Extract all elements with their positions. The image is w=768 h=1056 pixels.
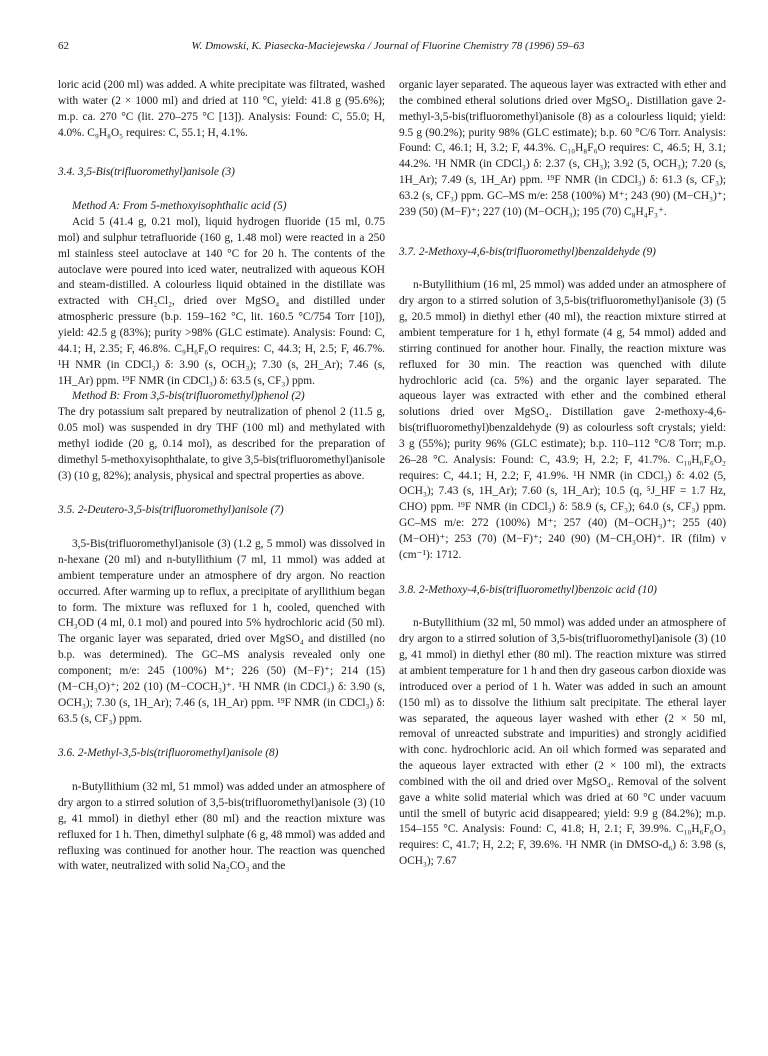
paragraph-3-6-continued: organic layer separated. The aqueous layer was extracted with ether and the combined etheral solutions dried over MgSO₄. Distillation gave 2-methyl-3,5-bis(trifluoromethyl)anisole (8) as a colourless liquid; yield: 9.5 g (90.2%); purity 98% (GLC estimate); b.p. 60 °C/6 Torr. Analysis: Found: C, 46.1; H, 3.2; F, 44.3%. C₁₀H₈F₆O requires: C, 46.5; H, 3.1; 44.2%. ¹H NMR (in CDCl₃) δ: 2.37 (s, CH₃); 3.92 (5, OCH₃); 7.20 (s, 1H_Ar); 7.49 (s, 1H_Ar) ppm. ¹⁹F NMR (in CDCl₃) δ: 61.3 (s, CF₃); 63.2 (s, CF₃) ppm. GC–MS m/e: 258 (100%) M⁺; 243 (90) (M−CH₃)⁺; 239 (50) (M−F)⁺; 227 (10) (M−OCH₃); 195 (70) C₈H₄F₃⁺. (399, 79, 726, 218)
section-heading-3-5: 3.5. 2-Deutero-3,5-bis(trifluoromethyl)anisole (7) (58, 504, 284, 517)
left-column (58, 78, 385, 875)
paragraph-acid-continued: loric acid (200 ml) was added. A white precipitate was filtrated, washed with water (2 × 1000 ml) and dried at 110 °C, yield: 41.8 g (95.6%); m.p. ca. 270 °C (lit. 270–275 °C [13]). Analysis: Found: C, 55.0; H, 4.0%. C₉H₈O₅ requires: C, 55.1; H, 4.1%. (58, 79, 385, 139)
method-b-paragraph: The dry potassium salt prepared by neutralization of phenol 2 (11.5 g, 0.05 mol) was suspended in dry THF (100 ml) and methylated with methyl iodide (20 g, 0.14 mol), as described for the preparation of dimethyl 5-methoxyisophthalate, to give 3,5-bis(trifluoromethyl)anisole (3) (10 g, 82%); analysis, physical and spectral properties as above. (58, 406, 386, 482)
page-header (58, 40, 718, 58)
method-b-title: Method B: From 3,5-bis(trifluoromethyl)phenol (2) (72, 390, 305, 403)
paragraph-3-6: n-Butyllithium (32 ml, 51 mmol) was added under an atmosphere of dry argon to a stirred solution of 3,5-bis(trifluoromethyl)anisole (3) (10 g, 41 mmol) in diethyl ether (80 ml) and the reaction mixture was refluxed for 1 h. Then, dimethyl sulphate (6 g, 48 mmol) was added and refluxing was continued for another hour. The reaction was quenched with water, neutralized with solid Na₂CO₃ and the (58, 781, 385, 873)
page-number: 62 (58, 40, 69, 52)
section-heading-3-8: 3.8. 2-Methoxy-4,6-bis(trifluoromethyl)benzoic acid (10) (399, 583, 657, 596)
running-title: W. Dmowski, K. Piasecka-Maciejewska / Journal of Fluorine Chemistry 78 (1996) 59–63 (191, 40, 585, 52)
section-heading-3-6: 3.6. 2-Methyl-3,5-bis(trifluoromethyl)anisole (8) (58, 747, 279, 760)
method-a-title: Method A: From 5-methoxyisophthalic acid (5) (72, 200, 287, 213)
right-column (399, 78, 726, 870)
section-heading-3-7: 3.7. 2-Methoxy-4,6-bis(trifluoromethyl)benzaldehyde (9) (399, 245, 656, 258)
paragraph-3-5: 3,5-Bis(trifluoromethyl)anisole (3) (1.2 g, 5 mmol) was dissolved in n-hexane (20 ml) and n-butyllithium (7 ml, 11 mmol) was added at ambient temperature under an atmosphere of dry argon. No reaction occurred. After warming up to reflux, a precipitate of aryllithium began to form. The mixture was refluxed for 1 h, cooled, quenched with CH₃OD (4 ml, 0.1 mol) and poured into 5% hydrochloric acid (50 ml). The organic layer was separated, dried over MgSO₄ and distilled (no b.p. was determined). The GC–MS analysis revealed only one component; m/e: 245 (100%) M⁺; 226 (50) (M−F)⁺; 214 (15) (M−CH₃O)⁺; 202 (10) (M−COCH₃)⁺. ¹H NMR (in CDCl₃) δ: 3.90 (s, OCH₃); 7.30 (s, 1H_Ar); 7.46 (s, 1H_Ar) ppm. ¹⁹F NMR (in CDCl₃) δ: 63.5 (s, CF₃) ppm. (58, 538, 385, 725)
method-a-paragraph: Acid 5 (41.4 g, 0.21 mol), liquid hydrogen fluoride (15 ml, 0.75 mol) and sulphur tetrafluoride (160 g, 1.48 mol) were reacted in a 250 ml stainless steel autoclave at 140 °C for 20 h. The contents of the autoclave were poured into iced water, neutralized with aqueous KOH and steam-distilled. A colourless liquid obtained in the distillate was extracted with CH₂Cl₂, dried over MgSO₄ and distilled under atmospheric pressure (b.p. 159–162 °C, lit. 160.5 °C/754 Torr [10]), yield: 42.5 g (83%); purity >98% (GLC estimate). Analysis: Found: C, 44.1; H, 2.35; F, 46.8%. C₉H₆F₆O requires: C, 44.3; H, 2.5; F, 46.7%. ¹H NMR (in CDCl₃) δ: 3.90 (s, OCH₃); 7.30 (s, 2H_Ar); 7.46 (s, 1H_Ar) ppm. ¹⁹F NMR (in CDCl₃) δ: 63.5 (s, CF₃) ppm. (58, 216, 385, 387)
paragraph-3-7: n-Butyllithium (16 ml, 25 mmol) was added under an atmosphere of dry argon to a stirred solution of 3,5-bis(trifluoromethyl)anisole (3) (5 g, 20.5 mmol) in diethyl ether (40 ml), the reaction mixture stirred at ambient temperature for 1 h, ethyl formate (4 g, 54 mmol) added and stirring continued for another hour. Finally, the reaction mixture was refluxed for 30 min. The reaction was quenched with dilute hydrochloric acid (ca. 5%) and the organic layer separated. The aqueous layer was extracted with ether and the combined etheral solutions dried over MgSO₄. Distillation gave 2-methoxy-4,6-bis(trifluoromethyl)benzaldehyde (9) as colourless soft crystals; yield: 3 g (55%); purity 96% (GLC estimate); b.p. 110–112 °C/8 Torr; m.p. 26–28 °C. Analysis: Found: C, 43.9; H, 2.2; F, 41.7%. C₁₀H₆F₆O₂ requires: C, 44.1; H, 2.2; F, 41.9%. ¹H NMR (in CDCl₃) δ: 4.02 (5, OCH₃); 7.43 (s, 1H_Ar); 7.60 (s, 1H_Ar); 10.5 (q, ⁵J_HF = 1.7 Hz, CHO) ppm. ¹⁹F NMR (in CDCl₃) δ: 58.9 (s, CF₃); 64.0 (s, CF₃) ppm. GC–MS m/e: 272 (100%) M⁺; 257 (40) (M−OCH₃)⁺; 255 (40) (M−OH)⁺; 253 (70) (M−F)⁺; 240 (90) (M−CH₃OH)⁺. IR (film) ν (cm⁻¹): 1712. (399, 279, 726, 561)
section-heading-3-4: 3.4. 3,5-Bis(trifluoromethyl)anisole (3) (58, 166, 235, 179)
paragraph-3-8: n-Butyllithium (32 ml, 50 mmol) was added under an atmosphere of dry argon to a stirred solution of 3,5-bis(trifluoromethyl)anisole (3) (10 g, 41 mmol) in diethyl ether (80 ml). The reaction mixture was stirred at ambient temperature for 1 h and then dry gaseous carbon dioxide was introduced over a period of 1 h. Water was added in such an amount (150 ml) as to dissolve the lithium salt precipitate. The etheral layer was separated, the aqueous layer washed with ether (2 × 50 ml, removal of unreacted substrate and impurities) and strongly acidified with conc. hydrochloric acid. An oil which formed was separated and the aqueous layer extracted with ether (2 × 100 ml), the extracts combined with the oil and dried over MgSO₄. Removal of the solvent gave a white solid material which was dried at 60 °C under vacuum until the smell of butyric acid disappeared; yield: 9.9 g (84.2%); m.p. 154–155 °C. Analysis: Found: C, 41.8; H, 2.1; F, 39.9%. C₁₀H₆F₆O₃ requires: C, 41.7; H, 2.2; F, 39.6%. ¹H NMR (in DMSO-d₆) δ: 3.98 (s, OCH₃); 7.67 (399, 617, 726, 868)
